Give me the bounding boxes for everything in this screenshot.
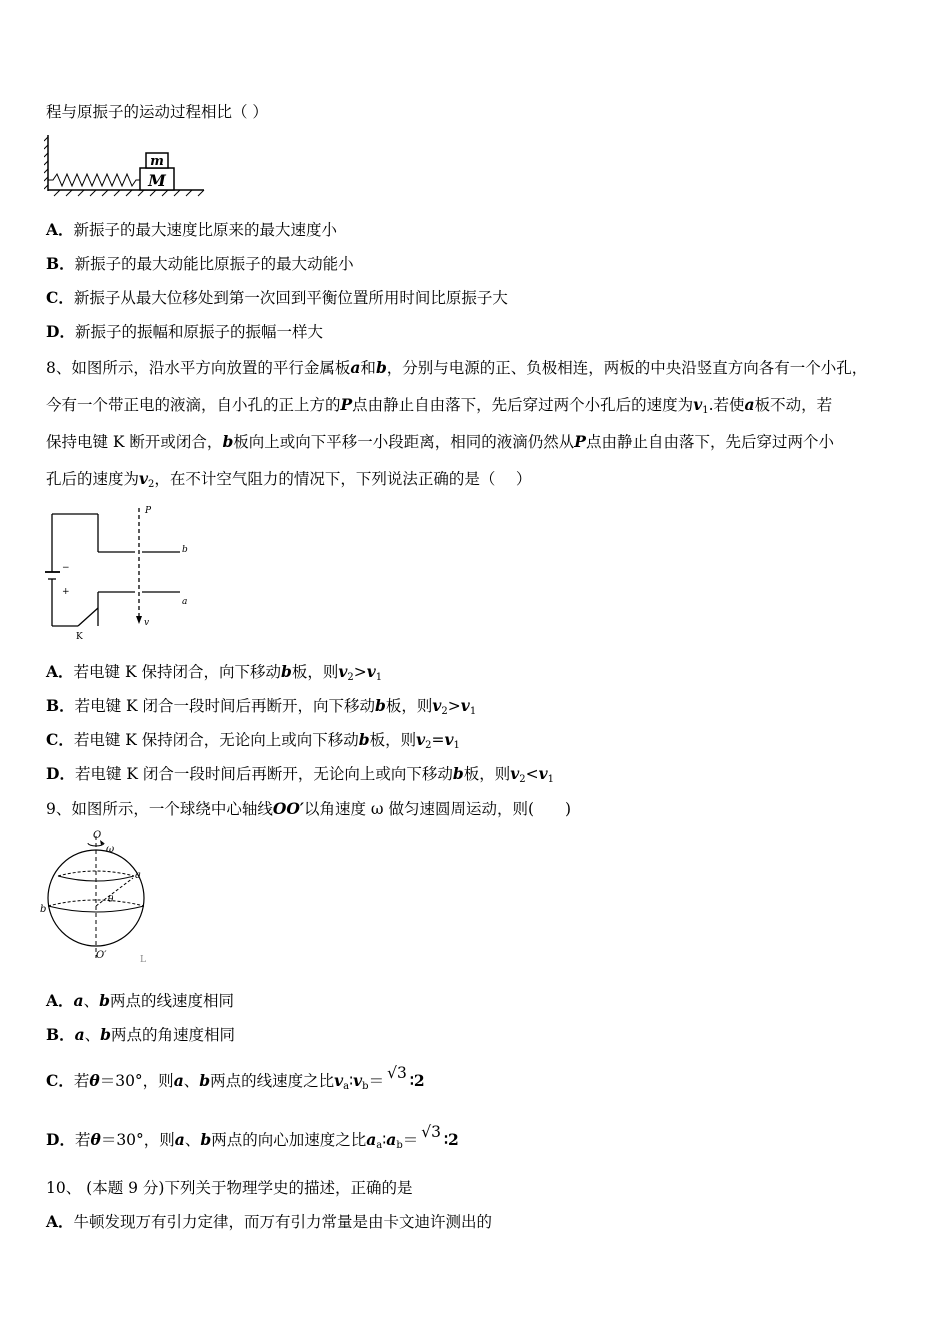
q9-option-d[interactable]: D．若θ＝30°，则a、b两点的向心加速度之比$a_a∶a_b= √3$ ∶2 — [46, 1123, 459, 1151]
scan-mark: L — [140, 955, 146, 965]
label-m: m — [150, 154, 164, 169]
q8-option-b[interactable]: B．若电键 K 闭合一段时间后再断开，向下移动b板，则$v_2>v_1$ — [46, 696, 477, 717]
q9-option-c[interactable]: C．若θ＝30°，则a、b两点的线速度之比$v_a∶v_b= √3$ ∶2 — [46, 1064, 425, 1092]
q8-stem-line-3: 保持电键 K 断开或闭合，b板向上或向下平移一小段距离，相同的液滴仍然从P点由静止自由落下，先后穿过两个小 — [46, 432, 834, 451]
question-stem-tail: 程与原振子的运动过程相比（ ） — [46, 103, 268, 121]
label-K: K — [76, 632, 83, 642]
label-omega: ω — [106, 844, 115, 855]
label-minus: − — [62, 563, 70, 573]
q8-stem-line-4: 孔后的速度为$v_2$，在不计空气阻力的情况下，下列说法正确的是（ ） — [46, 469, 532, 490]
label-b: b — [40, 904, 47, 915]
sqrt3: √3 — [387, 1064, 407, 1082]
q7-option-b[interactable]: B．新振子的最大动能比原振子的最大动能小 — [46, 254, 354, 273]
label-plus: + — [62, 587, 70, 597]
q10-option-a[interactable]: A．牛顿发现万有引力定律，而万有引力常量是由卡文迪许测出的 — [46, 1212, 493, 1231]
label-a: a — [182, 597, 188, 607]
q7-option-a[interactable]: A．新振子的最大速度比原来的最大速度小 — [46, 220, 338, 239]
label-M: M — [148, 171, 166, 190]
q7-option-c[interactable]: C．新振子从最大位移处到第一次回到平衡位置所用时间比原振子大 — [46, 288, 508, 307]
label-O-prime: O′ — [96, 950, 107, 961]
spring — [48, 174, 140, 186]
q9-option-b[interactable]: B．a、b两点的角速度相同 — [46, 1025, 236, 1044]
q8-option-c[interactable]: C．若电键 K 保持闭合，无论向上或向下移动b板，则$v_2=v_1$ — [46, 730, 460, 751]
q8-stem-line-1: 8、如图所示，沿水平方向放置的平行金属板a和b，分别与电源的正、负极相连，两板的中央沿竖直方向各有一个小孔， — [46, 358, 868, 377]
rotating-sphere-figure — [38, 826, 158, 968]
q7-option-d[interactable]: D．新振子的振幅和原振子的振幅一样大 — [46, 322, 323, 341]
label-theta: θ — [108, 895, 114, 905]
label-b: b — [182, 545, 188, 555]
capacitor-circuit-figure — [40, 500, 200, 642]
label-v: v — [144, 618, 150, 628]
sqrt3: √3 — [421, 1123, 441, 1141]
q9-option-a[interactable]: A．a、b两点的线速度相同 — [46, 991, 234, 1010]
label-O: O — [93, 830, 102, 841]
label-P: P — [145, 506, 152, 516]
q8-stem-line-2: 今有一个带正电的液滴，自小孔的正上方的P点由静止自由落下，先后穿过两个小孔后的速度为$v_1$.若使a板不动，若 — [46, 395, 833, 416]
label-a: a — [135, 870, 141, 881]
q10-stem: 10、 (本题 9 分)下列关于物理学史的描述，正确的是 — [46, 1179, 413, 1197]
spring-oscillator-figure — [44, 133, 209, 201]
q9-stem: 9、如图所示，一个球绕中心轴线OO′以角速度 ω 做匀速圆周运动，则( ) — [46, 799, 572, 818]
q8-option-a[interactable]: A．若电键 K 保持闭合，向下移动b板，则$v_2>v_1$ — [46, 662, 383, 683]
q8-option-d[interactable]: D．若电键 K 闭合一段时间后再断开，无论向上或向下移动b板，则$v_2<v_1$ — [46, 764, 555, 785]
